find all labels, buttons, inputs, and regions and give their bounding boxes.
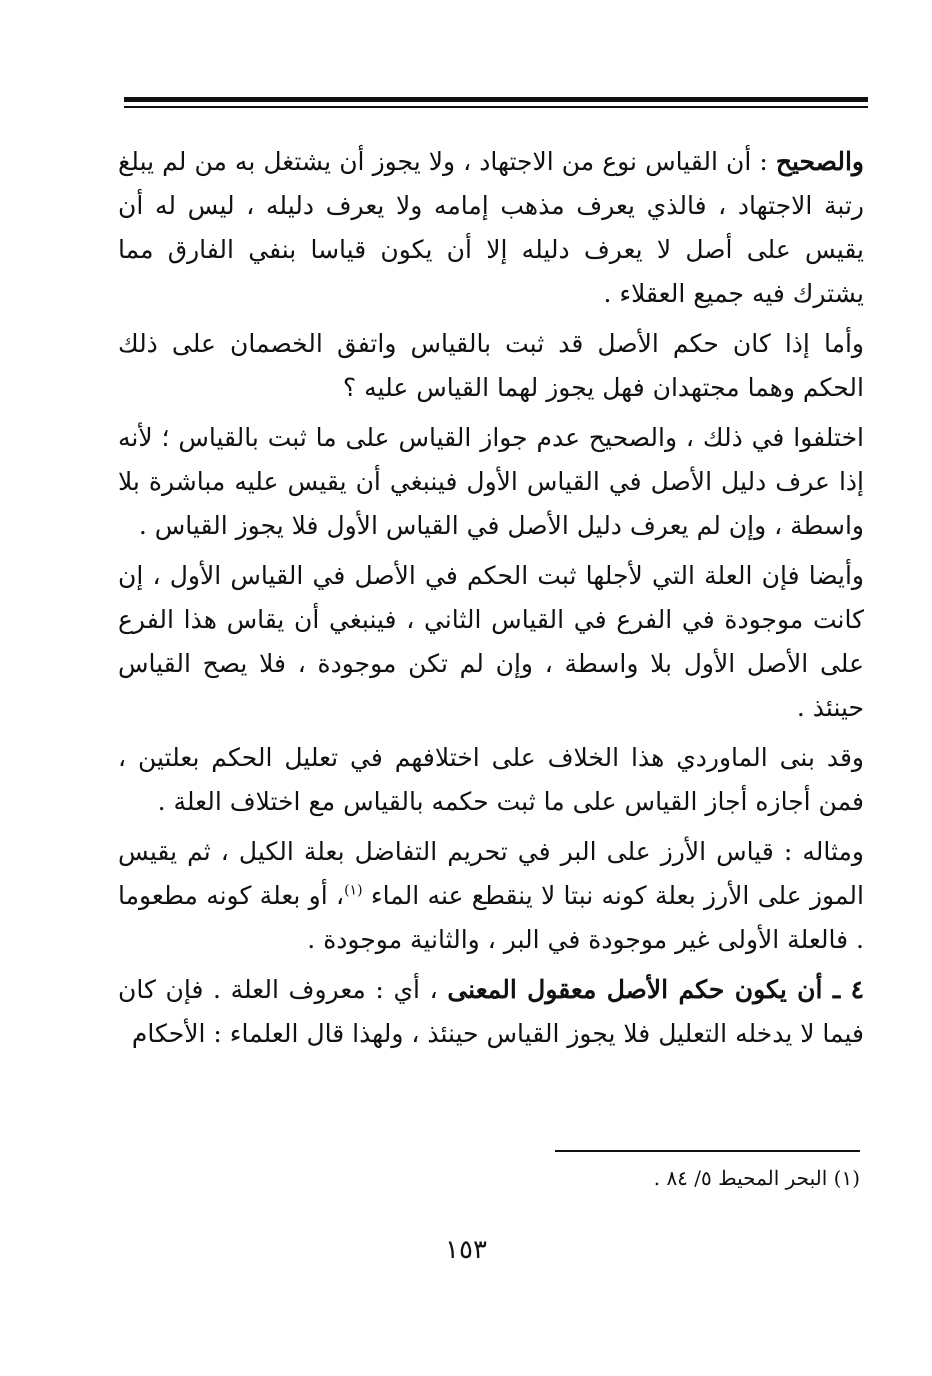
paragraph-text: ، أي : معروف العلة . فإن كان فيما لا يدخله التعليل فلا يجوز القياس حينئذ ، ولهذا قال العلماء : الأحكام bbox=[118, 975, 864, 1048]
paragraph-disagreement bbox=[118, 416, 864, 548]
paragraph-cause bbox=[118, 554, 864, 730]
paragraph-text: ، أو بعلة كونه مطعوما . فالعلة الأولى غير موجودة في البر ، والثانية موجودة . bbox=[118, 881, 864, 954]
header-rule-thick bbox=[124, 97, 868, 102]
paragraph-text: وأيضا فإن العلة التي لأجلها ثبت الحكم في الأصل في القياس الأول ، إن كانت موجودة في الفرع في القياس الثاني ، فينبغي أن يقاس هذا الفرع على الأصل الأول بلا واسطة ، وإن لم تكن موجودة ، فلا يصح القياس حينئذ . bbox=[118, 561, 864, 722]
main-text bbox=[118, 140, 864, 1062]
header-rule-thin bbox=[124, 106, 868, 108]
paragraph-lead: والصحيح bbox=[775, 147, 864, 176]
footnote-separator bbox=[555, 1150, 860, 1152]
paragraph-correct-view bbox=[118, 140, 864, 316]
paragraph-text: ومثاله : قياس الأرز على البر في تحريم التفاضل بعلة الكيل ، ثم يقيس الموز على الأرز بعلة كونه نبتا لا ينقطع عنه الماء bbox=[118, 837, 864, 910]
footnote-reference: (١) bbox=[344, 882, 363, 899]
paragraph-condition-four bbox=[118, 968, 864, 1056]
paragraph-text: : أن القياس نوع من الاجتهاد ، ولا يجوز أن يشتغل به من لم يبلغ رتبة الاجتهاد ، فالذي يعرف مذهب إمامه ولا يعرف دليله ، ليس له أن يقيس على أصل لا يعرف دليله إلا أن يكون قياسا بنفي الفارق مما يشترك فيه جميع العقلاء . bbox=[118, 147, 864, 308]
paragraph-question bbox=[118, 322, 864, 410]
paragraph-text: وأما إذا كان حكم الأصل قد ثبت بالقياس واتفق الخصمان على ذلك الحكم وهما مجتهدان فهل يجوز لهما القياس عليه ؟ bbox=[118, 329, 864, 402]
paragraph-text: اختلفوا في ذلك ، والصحيح عدم جواز القياس على ما ثبت بالقياس ؛ لأنه إذا عرف دليل الأصل في القياس الأول فينبغي أن يقيس عليه مباشرة بلا واسطة ، وإن لم يعرف دليل الأصل في القياس الأول فلا يجوز القياس . bbox=[118, 423, 864, 540]
page-number: ١٥٣ bbox=[445, 1235, 487, 1265]
paragraph-text: وقد بنى الماوردي هذا الخلاف على اختلافهم في تعليل الحكم بعلتين ، فمن أجازه أجاز القياس على ما ثبت حكمه بالقياس مع اختلاف العلة . bbox=[118, 743, 864, 816]
paragraph-example bbox=[118, 830, 864, 962]
paragraph-lead: ٤ ـ أن يكون حكم الأصل معقول المعنى bbox=[447, 975, 864, 1004]
footnote: (١) البحر المحيط ٥/ ٨٤ . bbox=[653, 1166, 860, 1190]
paragraph-mawardi bbox=[118, 736, 864, 824]
